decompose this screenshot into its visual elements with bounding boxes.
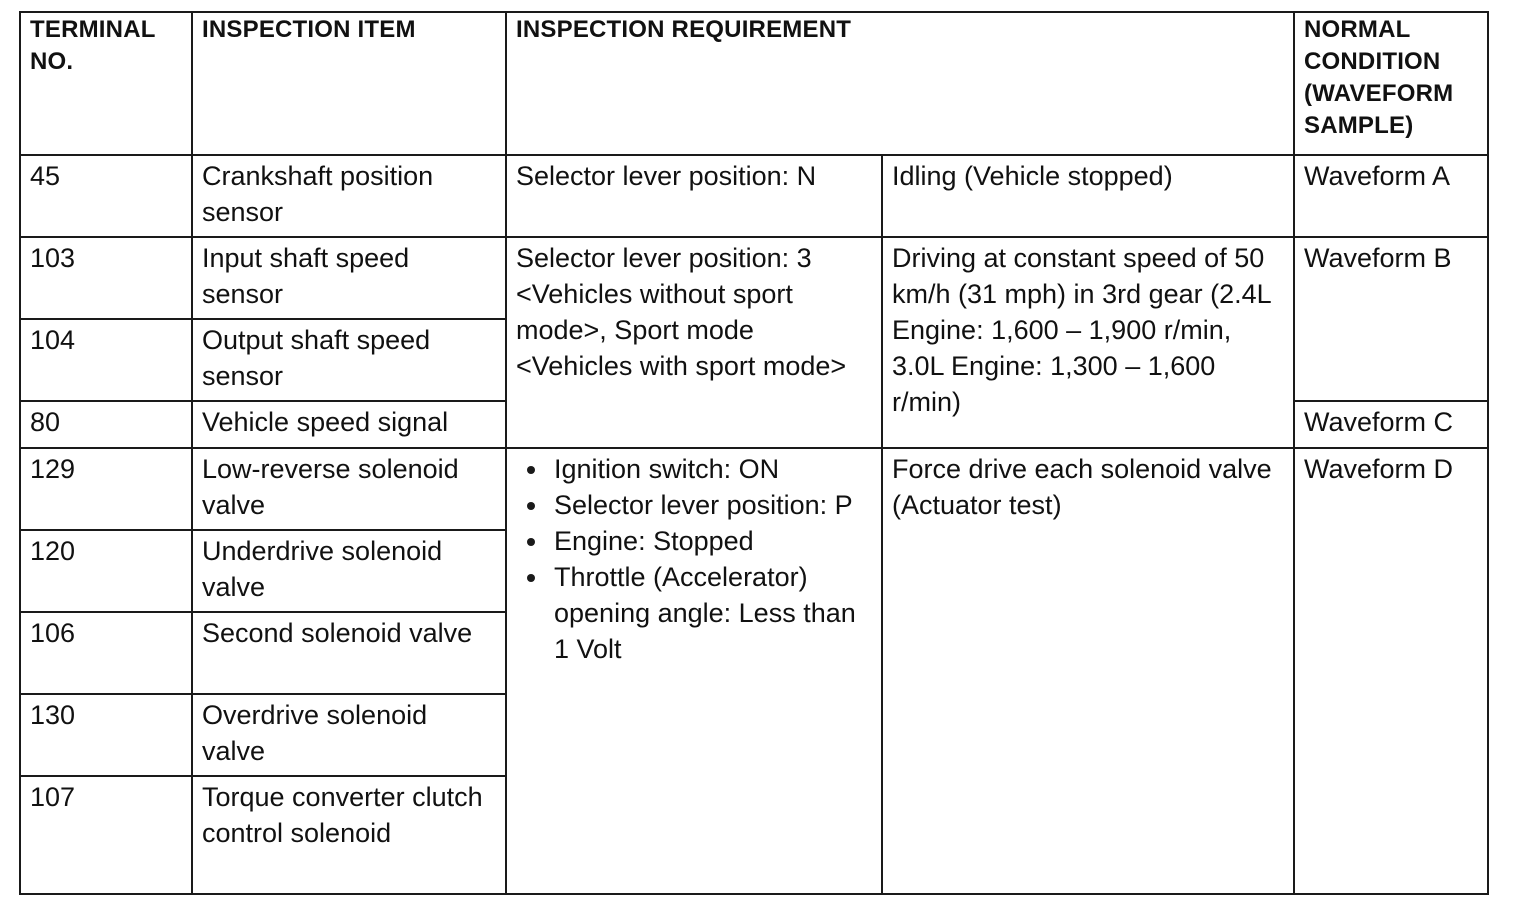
list-item: Ignition switch: ON: [516, 451, 873, 487]
terminal-cell: 104: [20, 319, 192, 401]
terminal-cell: 106: [20, 612, 192, 694]
condition-cell: Idling (Vehicle stopped): [882, 155, 1294, 237]
requirement-cell: Selector lever position: N: [506, 155, 882, 237]
terminal-cell: 120: [20, 530, 192, 612]
list-item: Selector lever position: P: [516, 487, 873, 523]
item-cell: Underdrive solenoid valve: [192, 530, 506, 612]
header-terminal-no: TERMINAL NO.: [20, 12, 192, 155]
list-item: Throttle (Accelerator) opening angle: Less than 1 Volt: [516, 559, 873, 667]
header-normal-condition: NORMAL CONDITION (WAVEFORM SAMPLE): [1294, 12, 1488, 155]
item-cell: Input shaft speed sensor: [192, 237, 506, 319]
table-row: [20, 237, 1488, 319]
table-row: [20, 155, 1488, 237]
condition-cell: Driving at constant speed of 50 km/h (31 mph) in 3rd gear (2.4L Engine: 1,600 – 1,900 r/min, 3.0L Engine: 1,300 – 1,600 r/min): [882, 237, 1294, 448]
terminal-cell: 80: [20, 401, 192, 448]
item-cell: Overdrive solenoid valve: [192, 694, 506, 776]
condition-cell: Force drive each solenoid valve (Actuator test): [882, 448, 1294, 894]
table-row: [20, 448, 1488, 530]
header-inspection-requirement: INSPECTION REQUIREMENT: [506, 12, 1294, 155]
item-cell: Crankshaft position sensor: [192, 155, 506, 237]
item-cell: Second solenoid valve: [192, 612, 506, 694]
item-cell: Torque converter clutch control solenoid: [192, 776, 506, 894]
terminal-cell: 107: [20, 776, 192, 894]
terminal-cell: 103: [20, 237, 192, 319]
waveform-cell: Waveform B: [1294, 237, 1488, 401]
list-item: Engine: Stopped: [516, 523, 873, 559]
requirement-bullet-list: [516, 451, 873, 667]
waveform-cell: Waveform C: [1294, 401, 1488, 448]
inspection-table: [19, 11, 1489, 895]
requirement-cell: [506, 448, 882, 894]
item-cell: Output shaft speed sensor: [192, 319, 506, 401]
header-inspection-item: INSPECTION ITEM: [192, 12, 506, 155]
item-cell: Vehicle speed signal: [192, 401, 506, 448]
terminal-cell: 129: [20, 448, 192, 530]
terminal-cell: 130: [20, 694, 192, 776]
terminal-cell: 45: [20, 155, 192, 237]
requirement-cell: Selector lever position: 3 <Vehicles without sport mode>, Sport mode <Vehicles with sport mode>: [506, 237, 882, 448]
waveform-cell: Waveform D: [1294, 448, 1488, 894]
waveform-cell: Waveform A: [1294, 155, 1488, 237]
header-row: [20, 12, 1488, 155]
item-cell: Low-reverse solenoid valve: [192, 448, 506, 530]
